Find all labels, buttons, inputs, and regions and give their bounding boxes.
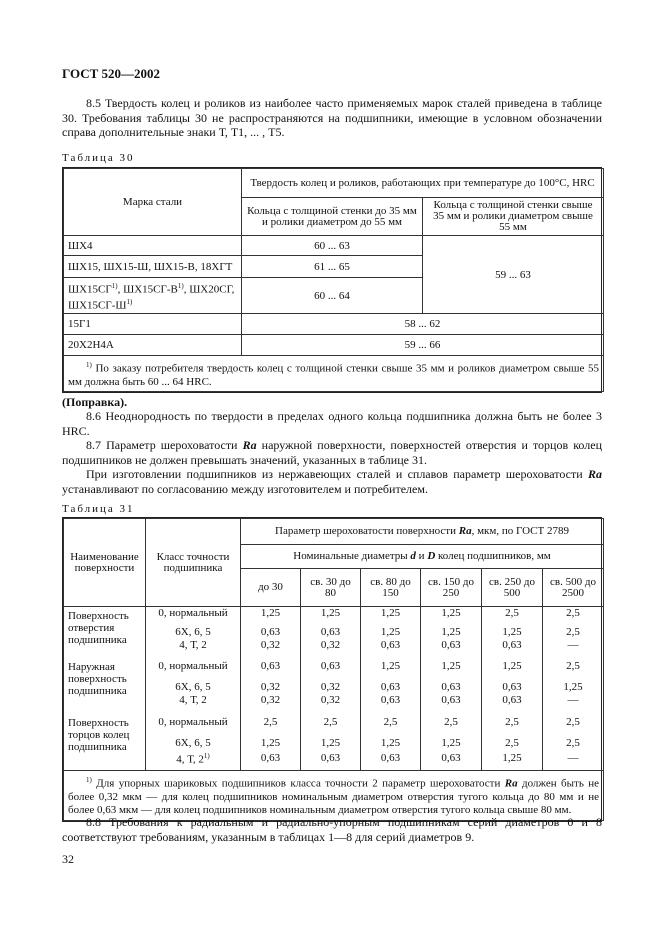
t31-value: 2,5 <box>421 708 482 730</box>
t31-value: 0,32 <box>301 674 361 695</box>
t31-value: 2,5 <box>543 621 604 640</box>
t31-header-param: Параметр шероховатости поверхности Ra, мкм, по ГОСТ 2789 <box>241 519 604 545</box>
t31-value: 1,25 <box>482 750 543 771</box>
t30-row4-steel: 15Г1 <box>64 314 242 335</box>
t31-class: 6Х, 6, 5 <box>146 730 241 751</box>
t31-value: 2,5 <box>543 653 604 674</box>
t30-row3-steel: ШХ15СГ$^{1)}$, $ШХ15СГ-В^{1)}$, ШХ20СГ, $ШХ15СГ-Ш^{1)}$ <box>64 278 242 314</box>
t31-value: 0,63 <box>301 621 361 640</box>
t30-row5-value: 59 ... 66 <box>242 335 604 356</box>
t30-row3-thin: 60 ... 64 <box>242 278 423 314</box>
t31-range-1: до 30 <box>241 569 301 607</box>
t31-value: 1,25 <box>361 607 421 621</box>
t31-value: 0,63 <box>421 750 482 771</box>
t31-value: 0,32 <box>301 694 361 708</box>
t31-range-5: св. 250 до 500 <box>482 569 543 607</box>
t31-value: 1,25 <box>301 607 361 621</box>
t31-value: 0,63 <box>361 639 421 653</box>
page-number: 32 <box>62 852 74 866</box>
t31-class: 6Х, 6, 5 <box>146 674 241 695</box>
t31-value: 0,32 <box>241 694 301 708</box>
t30-row2-steel: ШХ15, ШХ15-Ш, ШХ15-В, 18ХГТ <box>64 256 242 278</box>
correction-note: (Поправка). <box>62 395 128 409</box>
t31-value: 0,63 <box>361 674 421 695</box>
t31-value: 0,32 <box>241 639 301 653</box>
table-31 <box>62 517 602 822</box>
t31-value: 0,32 <box>301 639 361 653</box>
paragraph-8-7: 8.7 Параметр шероховатости Ra наружной поверхности, поверхностей отверстия и торцов колец подшипников не должен превышать значений, указанных в таблице 31. <box>62 438 603 467</box>
t31-value: 1,25 <box>361 621 421 640</box>
t31-value: 0,63 <box>421 639 482 653</box>
t31-surface-faces: Поверхность торцов колец подшипника <box>64 708 146 771</box>
paragraph-8-8: 8.8 Требования к радиальным и радиально-упорным подшипникам серий диаметров 0 и 8 соответствуют требованиям, указанным в таблицах 1—8 для серий диаметров 9. <box>62 815 602 844</box>
table-30-caption: Таблица 30 <box>62 152 135 164</box>
t30-row1-thin: 60 ... 63 <box>242 236 423 256</box>
t30-thick-shared: 59 ... 63 <box>423 236 604 314</box>
t31-value: 2,5 <box>241 708 301 730</box>
t31-footnote: $^{1)}$ Для упорных шариковых подшипников класса точности 2 параметр шероховатости Ra должен быть не более 0,32 мкм — для колец подшипников номинальным диаметром отверстия тугого кольца до 80 мм и не более 0,63 мкм — для колец подшипников номинальным диаметром отверстия тугого кольца свыше 80 мм. <box>64 771 604 821</box>
t31-value: 0,32 <box>241 674 301 695</box>
t31-value: 2,5 <box>301 708 361 730</box>
t31-header-surface: Наименование поверхности <box>64 519 146 607</box>
t31-value: — <box>543 639 604 653</box>
t31-class: 6Х, 6, 5 <box>146 621 241 640</box>
t30-row4-value: 58 ... 62 <box>242 314 604 335</box>
t31-value: 1,25 <box>421 621 482 640</box>
t30-header-thin: Кольца с толщиной стенки до 35 мм и ролики диаметром до 55 мм <box>242 198 423 236</box>
t30-header-hardness: Твердость колец и роликов, работающих при температуре до 100°С, HRC <box>242 169 604 198</box>
paragraph-8-6: 8.6 Неоднородность по твердости в пределах одного кольца подшипника должна быть не более 3 HRC. <box>62 409 602 438</box>
t31-class: 0, нормальный <box>146 708 241 730</box>
t31-value: 1,25 <box>241 730 301 751</box>
t30-footnote: $^{1)}$ По заказу потребителя твердость колец с толщиной стенки свыше 35 мм и роликов диаметром свыше 55 мм должна быть 60 ... 64 HRC. <box>64 356 604 392</box>
t31-value: 1,25 <box>482 621 543 640</box>
t31-value: — <box>543 750 604 771</box>
t31-value: 1,25 <box>361 653 421 674</box>
t31-value: — <box>543 694 604 708</box>
t31-class: 4, Т, 2$^{1)}$ <box>146 750 241 771</box>
t30-header-thick: Кольца с толщиной стенки свыше 35 мм и ролики диаметром свыше 55 мм <box>423 198 604 236</box>
t31-value: 2,5 <box>543 730 604 751</box>
t31-value: 1,25 <box>543 674 604 695</box>
t31-value: 1,25 <box>241 607 301 621</box>
t31-value: 0,63 <box>482 694 543 708</box>
t31-surface-outer: Наружная поверхность подшипника <box>64 653 146 708</box>
paragraph-8-7-stainless: При изготовлении подшипников из нержавеющих сталей и сплавов параметр шероховатости Ra устанавливают по согласованию между изготовителем и потребителем. <box>62 467 602 496</box>
t31-value: 1,25 <box>361 730 421 751</box>
t31-value: 0,63 <box>482 639 543 653</box>
t31-range-2: св. 30 до 80 <box>301 569 361 607</box>
table-30 <box>62 167 602 393</box>
t31-value: 0,63 <box>241 750 301 771</box>
t31-range-4: св. 150 до 250 <box>421 569 482 607</box>
table-31-caption: Таблица 31 <box>62 503 135 515</box>
t31-value: 1,25 <box>421 730 482 751</box>
t31-value: 0,63 <box>421 674 482 695</box>
t31-range-6: св. 500 до 2500 <box>543 569 604 607</box>
t31-value: 1,25 <box>421 653 482 674</box>
t31-value: 2,5 <box>482 607 543 621</box>
t30-header-steel: Марка стали <box>64 169 242 236</box>
t31-value: 0,63 <box>361 694 421 708</box>
t31-class: 4, Т, 2 <box>146 694 241 708</box>
t31-value: 2,5 <box>543 708 604 730</box>
t31-value: 0,63 <box>421 694 482 708</box>
t31-class: 0, нормальный <box>146 653 241 674</box>
document-header: ГОСТ 520—2002 <box>62 66 161 81</box>
t31-value: 0,63 <box>301 750 361 771</box>
t31-value: 0,63 <box>241 621 301 640</box>
t31-value: 0,63 <box>482 674 543 695</box>
t31-value: 2,5 <box>543 607 604 621</box>
t31-value: 1,25 <box>301 730 361 751</box>
t30-row5-steel: 20Х2Н4А <box>64 335 242 356</box>
t31-value: 0,63 <box>241 653 301 674</box>
t31-value: 0,63 <box>361 750 421 771</box>
t30-row2-thin: 61 ... 65 <box>242 256 423 278</box>
t31-value: 2,5 <box>482 730 543 751</box>
t31-range-3: св. 80 до 150 <box>361 569 421 607</box>
t31-class: 0, нормальный <box>146 607 241 621</box>
t31-value: 1,25 <box>421 607 482 621</box>
t31-value: 2,5 <box>482 708 543 730</box>
t31-header-class: Класс точности подшипника <box>146 519 241 607</box>
t31-value: 2,5 <box>361 708 421 730</box>
t31-class: 4, Т, 2 <box>146 639 241 653</box>
t31-value: 1,25 <box>482 653 543 674</box>
paragraph-8-5: 8.5 Твердость колец и роликов из наиболее часто применяемых марок сталей приведена в таблице 30. Требования таблицы 30 не распространяются на подшипники, имеющие в условном обозначении справа дополнительные знаки Т, Т1, ... , Т5. <box>62 96 602 139</box>
t30-row1-steel: ШХ4 <box>64 236 242 256</box>
t31-header-diameters: Номинальные диаметры d и D колец подшипников, мм <box>241 545 604 569</box>
t31-value: 0,63 <box>301 653 361 674</box>
t31-surface-bore: Поверхность отверстия подшипника <box>64 607 146 654</box>
